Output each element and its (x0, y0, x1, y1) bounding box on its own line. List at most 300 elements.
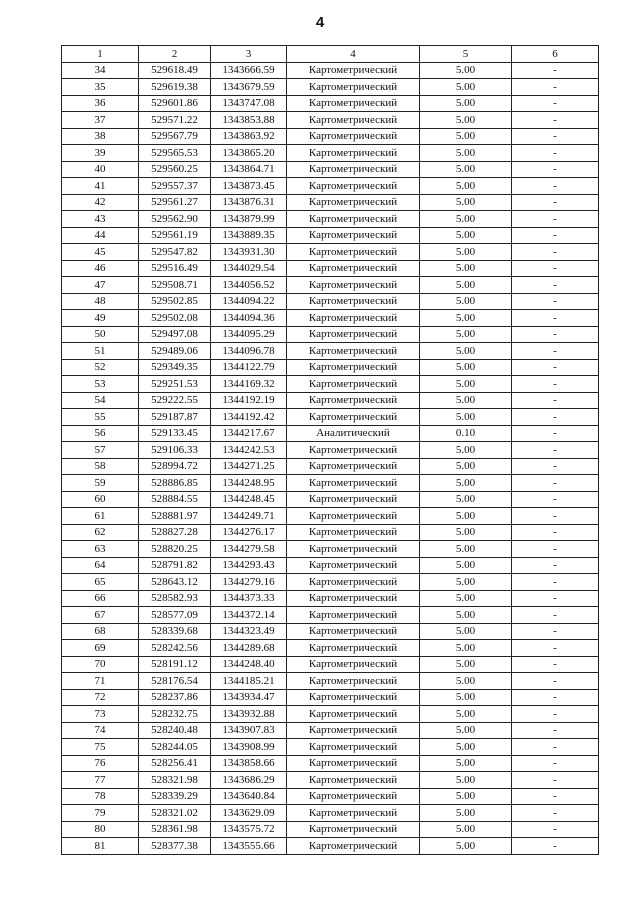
point-number-cell: 48 (62, 293, 139, 310)
method-cell: Картометрический (287, 574, 420, 591)
note-cell: - (512, 409, 599, 426)
accuracy-cell: 5.00 (420, 722, 512, 739)
y-coordinate-cell: 1343666.59 (211, 62, 287, 79)
y-coordinate-cell: 1343908.99 (211, 739, 287, 756)
table-row (62, 79, 599, 96)
note-cell: - (512, 458, 599, 475)
point-number-cell: 64 (62, 557, 139, 574)
note-cell: - (512, 79, 599, 96)
note-cell: - (512, 524, 599, 541)
point-number-cell: 69 (62, 640, 139, 657)
point-number-cell: 39 (62, 145, 139, 162)
y-coordinate-cell: 1344323.49 (211, 623, 287, 640)
note-cell: - (512, 260, 599, 277)
y-coordinate-cell: 1343934.47 (211, 689, 287, 706)
y-coordinate-cell: 1343640.84 (211, 788, 287, 805)
table-row (62, 244, 599, 261)
note-cell: - (512, 805, 599, 822)
point-number-cell: 43 (62, 211, 139, 228)
method-cell: Картометрический (287, 227, 420, 244)
accuracy-cell: 5.00 (420, 607, 512, 624)
y-coordinate-cell: 1344192.42 (211, 409, 287, 426)
note-cell: - (512, 788, 599, 805)
note-cell: - (512, 656, 599, 673)
y-coordinate-cell: 1344029.54 (211, 260, 287, 277)
note-cell: - (512, 343, 599, 360)
method-cell: Картометрический (287, 128, 420, 145)
point-number-cell: 52 (62, 359, 139, 376)
table-row (62, 145, 599, 162)
method-cell: Картометрический (287, 244, 420, 261)
table-row (62, 442, 599, 459)
accuracy-cell: 5.00 (420, 95, 512, 112)
header-cell-col-1: 1 (62, 46, 139, 63)
point-number-cell: 56 (62, 425, 139, 442)
y-coordinate-cell: 1344096.78 (211, 343, 287, 360)
point-number-cell: 37 (62, 112, 139, 129)
method-cell: Картометрический (287, 326, 420, 343)
header-cell-col-3: 3 (211, 46, 287, 63)
header-cell-col-2: 2 (139, 46, 211, 63)
point-number-cell: 74 (62, 722, 139, 739)
table-row (62, 277, 599, 294)
note-cell: - (512, 821, 599, 838)
accuracy-cell: 5.00 (420, 359, 512, 376)
table-row (62, 475, 599, 492)
table-row (62, 310, 599, 327)
x-coordinate-cell: 528791.82 (139, 557, 211, 574)
accuracy-cell: 5.00 (420, 79, 512, 96)
accuracy-cell: 5.00 (420, 442, 512, 459)
accuracy-cell: 5.00 (420, 541, 512, 558)
method-cell: Картометрический (287, 805, 420, 822)
note-cell: - (512, 178, 599, 195)
x-coordinate-cell: 529571.22 (139, 112, 211, 129)
y-coordinate-cell: 1344279.58 (211, 541, 287, 558)
point-number-cell: 66 (62, 590, 139, 607)
method-cell: Картометрический (287, 277, 420, 294)
y-coordinate-cell: 1344248.40 (211, 656, 287, 673)
y-coordinate-cell: 1343876.31 (211, 194, 287, 211)
method-cell: Картометрический (287, 838, 420, 855)
method-cell: Картометрический (287, 772, 420, 789)
point-number-cell: 55 (62, 409, 139, 426)
y-coordinate-cell: 1343679.59 (211, 79, 287, 96)
note-cell: - (512, 145, 599, 162)
method-cell: Картометрический (287, 722, 420, 739)
table-row (62, 772, 599, 789)
y-coordinate-cell: 1343879.99 (211, 211, 287, 228)
accuracy-cell: 5.00 (420, 821, 512, 838)
x-coordinate-cell: 529502.08 (139, 310, 211, 327)
note-cell: - (512, 326, 599, 343)
accuracy-cell: 5.00 (420, 244, 512, 261)
accuracy-cell: 5.00 (420, 673, 512, 690)
x-coordinate-cell: 528256.41 (139, 755, 211, 772)
method-cell: Картометрический (287, 392, 420, 409)
point-number-cell: 51 (62, 343, 139, 360)
table-row (62, 524, 599, 541)
method-cell: Картометрический (287, 557, 420, 574)
x-coordinate-cell: 528577.09 (139, 607, 211, 624)
accuracy-cell: 5.00 (420, 805, 512, 822)
point-number-cell: 77 (62, 772, 139, 789)
method-cell: Картометрический (287, 376, 420, 393)
x-coordinate-cell: 528321.02 (139, 805, 211, 822)
method-cell: Картометрический (287, 623, 420, 640)
note-cell: - (512, 277, 599, 294)
accuracy-cell: 5.00 (420, 376, 512, 393)
note-cell: - (512, 293, 599, 310)
note-cell: - (512, 623, 599, 640)
point-number-cell: 42 (62, 194, 139, 211)
note-cell: - (512, 475, 599, 492)
method-cell: Картометрический (287, 541, 420, 558)
x-coordinate-cell: 528321.98 (139, 772, 211, 789)
point-number-cell: 75 (62, 739, 139, 756)
note-cell: - (512, 689, 599, 706)
point-number-cell: 61 (62, 508, 139, 525)
point-number-cell: 65 (62, 574, 139, 591)
y-coordinate-cell: 1343555.66 (211, 838, 287, 855)
x-coordinate-cell: 529349.35 (139, 359, 211, 376)
header-cell-col-5: 5 (420, 46, 512, 63)
x-coordinate-cell: 529497.08 (139, 326, 211, 343)
accuracy-cell: 5.00 (420, 838, 512, 855)
accuracy-cell: 5.00 (420, 62, 512, 79)
x-coordinate-cell: 529618.49 (139, 62, 211, 79)
y-coordinate-cell: 1343629.09 (211, 805, 287, 822)
x-coordinate-cell: 528994.72 (139, 458, 211, 475)
method-cell: Картометрический (287, 590, 420, 607)
note-cell: - (512, 772, 599, 789)
accuracy-cell: 5.00 (420, 310, 512, 327)
table-row (62, 755, 599, 772)
note-cell: - (512, 128, 599, 145)
point-number-cell: 72 (62, 689, 139, 706)
table-row (62, 161, 599, 178)
table-row (62, 458, 599, 475)
table-row (62, 326, 599, 343)
x-coordinate-cell: 528827.28 (139, 524, 211, 541)
method-cell: Аналитический (287, 425, 420, 442)
note-cell: - (512, 359, 599, 376)
point-number-cell: 73 (62, 706, 139, 723)
x-coordinate-cell: 528176.54 (139, 673, 211, 690)
x-coordinate-cell: 529133.45 (139, 425, 211, 442)
method-cell: Картометрический (287, 640, 420, 657)
accuracy-cell: 5.00 (420, 772, 512, 789)
method-cell: Картометрический (287, 475, 420, 492)
y-coordinate-cell: 1344289.68 (211, 640, 287, 657)
note-cell: - (512, 838, 599, 855)
note-cell: - (512, 574, 599, 591)
note-cell: - (512, 607, 599, 624)
method-cell: Картометрический (287, 607, 420, 624)
note-cell: - (512, 442, 599, 459)
point-number-cell: 50 (62, 326, 139, 343)
table-row (62, 590, 599, 607)
header-row (62, 46, 599, 63)
method-cell: Картометрический (287, 458, 420, 475)
y-coordinate-cell: 1343907.83 (211, 722, 287, 739)
x-coordinate-cell: 528237.86 (139, 689, 211, 706)
method-cell: Картометрический (287, 706, 420, 723)
x-coordinate-cell: 529222.55 (139, 392, 211, 409)
x-coordinate-cell: 529187.87 (139, 409, 211, 426)
point-number-cell: 40 (62, 161, 139, 178)
accuracy-cell: 5.00 (420, 211, 512, 228)
method-cell: Картометрический (287, 508, 420, 525)
method-cell: Картометрический (287, 359, 420, 376)
y-coordinate-cell: 1343863.92 (211, 128, 287, 145)
point-number-cell: 62 (62, 524, 139, 541)
accuracy-cell: 5.00 (420, 458, 512, 475)
table-row (62, 541, 599, 558)
coordinates-table (61, 45, 599, 855)
y-coordinate-cell: 1343889.35 (211, 227, 287, 244)
x-coordinate-cell: 529508.71 (139, 277, 211, 294)
note-cell: - (512, 755, 599, 772)
x-coordinate-cell: 528884.55 (139, 491, 211, 508)
note-cell: - (512, 557, 599, 574)
table-header (62, 46, 599, 63)
note-cell: - (512, 541, 599, 558)
table-row (62, 376, 599, 393)
point-number-cell: 71 (62, 673, 139, 690)
table-row (62, 491, 599, 508)
x-coordinate-cell: 529601.86 (139, 95, 211, 112)
y-coordinate-cell: 1343931.30 (211, 244, 287, 261)
note-cell: - (512, 244, 599, 261)
table-row (62, 260, 599, 277)
x-coordinate-cell: 529106.33 (139, 442, 211, 459)
page-number: 4 (315, 14, 325, 31)
y-coordinate-cell: 1344192.19 (211, 392, 287, 409)
table-row (62, 739, 599, 756)
x-coordinate-cell: 529516.49 (139, 260, 211, 277)
x-coordinate-cell: 528377.38 (139, 838, 211, 855)
table-row (62, 392, 599, 409)
table-row (62, 788, 599, 805)
point-number-cell: 57 (62, 442, 139, 459)
y-coordinate-cell: 1343864.71 (211, 161, 287, 178)
y-coordinate-cell: 1344094.22 (211, 293, 287, 310)
y-coordinate-cell: 1344185.21 (211, 673, 287, 690)
table-row (62, 689, 599, 706)
point-number-cell: 44 (62, 227, 139, 244)
x-coordinate-cell: 528643.12 (139, 574, 211, 591)
method-cell: Картометрический (287, 310, 420, 327)
method-cell: Картометрический (287, 260, 420, 277)
method-cell: Картометрический (287, 343, 420, 360)
note-cell: - (512, 491, 599, 508)
point-number-cell: 59 (62, 475, 139, 492)
table-row (62, 640, 599, 657)
y-coordinate-cell: 1343932.88 (211, 706, 287, 723)
accuracy-cell: 5.00 (420, 524, 512, 541)
x-coordinate-cell: 529251.53 (139, 376, 211, 393)
accuracy-cell: 5.00 (420, 161, 512, 178)
point-number-cell: 63 (62, 541, 139, 558)
point-number-cell: 35 (62, 79, 139, 96)
accuracy-cell: 5.00 (420, 788, 512, 805)
method-cell: Картометрический (287, 79, 420, 96)
table-row (62, 293, 599, 310)
note-cell: - (512, 376, 599, 393)
method-cell: Картометрический (287, 656, 420, 673)
y-coordinate-cell: 1344217.67 (211, 425, 287, 442)
x-coordinate-cell: 529561.19 (139, 227, 211, 244)
accuracy-cell: 5.00 (420, 640, 512, 657)
table-row (62, 557, 599, 574)
y-coordinate-cell: 1343575.72 (211, 821, 287, 838)
table-row (62, 673, 599, 690)
point-number-cell: 38 (62, 128, 139, 145)
accuracy-cell: 5.00 (420, 145, 512, 162)
x-coordinate-cell: 528232.75 (139, 706, 211, 723)
table-row (62, 607, 599, 624)
header-cell-col-4: 4 (287, 46, 420, 63)
x-coordinate-cell: 529547.82 (139, 244, 211, 261)
accuracy-cell: 5.00 (420, 656, 512, 673)
x-coordinate-cell: 528242.56 (139, 640, 211, 657)
method-cell: Картометрический (287, 524, 420, 541)
x-coordinate-cell: 528886.85 (139, 475, 211, 492)
x-coordinate-cell: 529557.37 (139, 178, 211, 195)
x-coordinate-cell: 529619.38 (139, 79, 211, 96)
x-coordinate-cell: 528582.93 (139, 590, 211, 607)
method-cell: Картометрический (287, 755, 420, 772)
y-coordinate-cell: 1344372.14 (211, 607, 287, 624)
method-cell: Картометрический (287, 409, 420, 426)
accuracy-cell: 5.00 (420, 260, 512, 277)
accuracy-cell: 5.00 (420, 491, 512, 508)
accuracy-cell: 5.00 (420, 590, 512, 607)
note-cell: - (512, 706, 599, 723)
table-row (62, 128, 599, 145)
point-number-cell: 81 (62, 838, 139, 855)
table-row (62, 178, 599, 195)
table-row (62, 574, 599, 591)
note-cell: - (512, 508, 599, 525)
method-cell: Картометрический (287, 145, 420, 162)
note-cell: - (512, 95, 599, 112)
note-cell: - (512, 590, 599, 607)
x-coordinate-cell: 529561.27 (139, 194, 211, 211)
accuracy-cell: 5.00 (420, 128, 512, 145)
table-row (62, 656, 599, 673)
method-cell: Картометрический (287, 62, 420, 79)
x-coordinate-cell: 528881.97 (139, 508, 211, 525)
point-number-cell: 54 (62, 392, 139, 409)
accuracy-cell: 5.00 (420, 112, 512, 129)
point-number-cell: 80 (62, 821, 139, 838)
accuracy-cell: 5.00 (420, 326, 512, 343)
x-coordinate-cell: 528244.05 (139, 739, 211, 756)
x-coordinate-cell: 528361.98 (139, 821, 211, 838)
note-cell: - (512, 392, 599, 409)
accuracy-cell: 5.00 (420, 409, 512, 426)
table-row (62, 838, 599, 855)
point-number-cell: 41 (62, 178, 139, 195)
y-coordinate-cell: 1343686.29 (211, 772, 287, 789)
table-row (62, 623, 599, 640)
note-cell: - (512, 673, 599, 690)
accuracy-cell: 5.00 (420, 475, 512, 492)
x-coordinate-cell: 529560.25 (139, 161, 211, 178)
x-coordinate-cell: 529502.85 (139, 293, 211, 310)
method-cell: Картометрический (287, 673, 420, 690)
point-number-cell: 34 (62, 62, 139, 79)
accuracy-cell: 5.00 (420, 739, 512, 756)
x-coordinate-cell: 529565.53 (139, 145, 211, 162)
accuracy-cell: 0.10 (420, 425, 512, 442)
note-cell: - (512, 112, 599, 129)
x-coordinate-cell: 529562.90 (139, 211, 211, 228)
x-coordinate-cell: 529489.06 (139, 343, 211, 360)
table-row (62, 409, 599, 426)
accuracy-cell: 5.00 (420, 508, 512, 525)
note-cell: - (512, 722, 599, 739)
table-row (62, 112, 599, 129)
x-coordinate-cell: 528240.48 (139, 722, 211, 739)
method-cell: Картометрический (287, 211, 420, 228)
y-coordinate-cell: 1344169.32 (211, 376, 287, 393)
table-row (62, 211, 599, 228)
table-row (62, 194, 599, 211)
point-number-cell: 36 (62, 95, 139, 112)
x-coordinate-cell: 528820.25 (139, 541, 211, 558)
table-row (62, 805, 599, 822)
y-coordinate-cell: 1344279.16 (211, 574, 287, 591)
table-row (62, 227, 599, 244)
point-number-cell: 46 (62, 260, 139, 277)
y-coordinate-cell: 1343858.66 (211, 755, 287, 772)
y-coordinate-cell: 1344094.36 (211, 310, 287, 327)
accuracy-cell: 5.00 (420, 227, 512, 244)
method-cell: Картометрический (287, 739, 420, 756)
method-cell: Картометрический (287, 161, 420, 178)
point-number-cell: 53 (62, 376, 139, 393)
point-number-cell: 60 (62, 491, 139, 508)
y-coordinate-cell: 1344276.17 (211, 524, 287, 541)
note-cell: - (512, 194, 599, 211)
point-number-cell: 70 (62, 656, 139, 673)
table-row (62, 343, 599, 360)
y-coordinate-cell: 1344249.71 (211, 508, 287, 525)
accuracy-cell: 5.00 (420, 392, 512, 409)
table-row (62, 62, 599, 79)
note-cell: - (512, 425, 599, 442)
method-cell: Картометрический (287, 788, 420, 805)
method-cell: Картометрический (287, 821, 420, 838)
table-row (62, 508, 599, 525)
y-coordinate-cell: 1343865.20 (211, 145, 287, 162)
point-number-cell: 47 (62, 277, 139, 294)
y-coordinate-cell: 1344248.45 (211, 491, 287, 508)
header-cell-col-6: 6 (512, 46, 599, 63)
y-coordinate-cell: 1344293.43 (211, 557, 287, 574)
accuracy-cell: 5.00 (420, 623, 512, 640)
accuracy-cell: 5.00 (420, 689, 512, 706)
accuracy-cell: 5.00 (420, 293, 512, 310)
method-cell: Картометрический (287, 442, 420, 459)
note-cell: - (512, 211, 599, 228)
y-coordinate-cell: 1344248.95 (211, 475, 287, 492)
note-cell: - (512, 640, 599, 657)
x-coordinate-cell: 528191.12 (139, 656, 211, 673)
